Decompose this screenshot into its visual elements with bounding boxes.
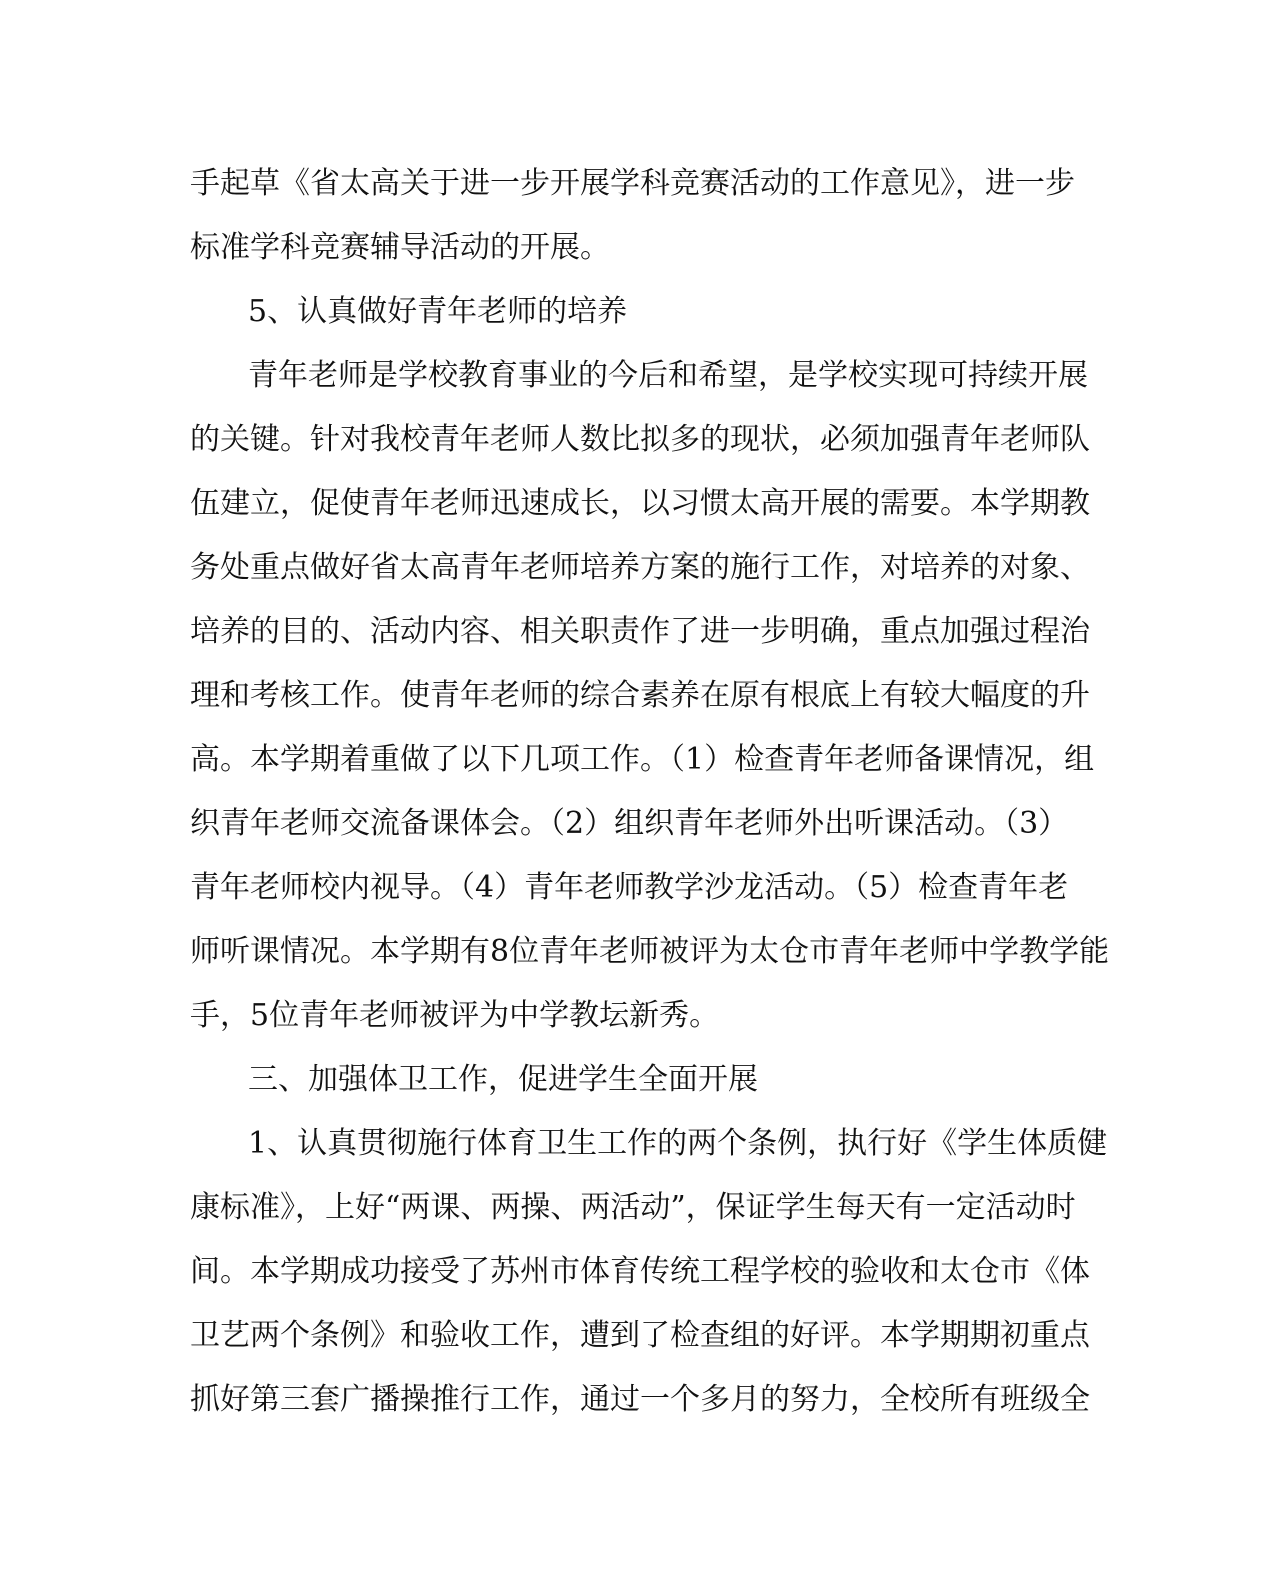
text-line: 三、加强体卫工作，促进学生全面开展 xyxy=(248,1062,758,1097)
text-line: 手，5位青年老师被评为中学教坛新秀。 xyxy=(190,998,720,1033)
text-line: 手起草《省太高关于进一步开展学科竞赛活动的工作意见》，进一步 xyxy=(190,166,1075,201)
text-line: 青年老师校内视导。（4）青年老师教学沙龙活动。（5）检查青年老 xyxy=(190,870,1069,905)
text-line: 伍建立，促使青年老师迅速成长，以习惯太高开展的需要。本学期教 xyxy=(190,486,1090,521)
text-line: 的关键。针对我校青年老师人数比拟多的现状，必须加强青年老师队 xyxy=(190,422,1090,457)
text-line: 理和考核工作。使青年老师的综合素养在原有根底上有较大幅度的升 xyxy=(190,678,1090,713)
text-line: 康标准》，上好“两课、两操、两活动”，保证学生每天有一定活动时 xyxy=(190,1190,1076,1225)
text-line: 标准学科竞赛辅导活动的开展。 xyxy=(190,230,610,265)
text-line: 织青年老师交流备课体会。（2）组织青年老师外出听课活动。（3） xyxy=(190,806,1069,841)
text-line: 卫艺两个条例》和验收工作，遭到了检查组的好评。本学期期初重点 xyxy=(190,1318,1090,1353)
body-text xyxy=(190,152,1110,1432)
text-line: 间。本学期成功接受了苏州市体育传统工程学校的验收和太仓市《体 xyxy=(190,1254,1090,1289)
text-line: 5、认真做好青年老师的培养 xyxy=(248,294,628,329)
text-line: 师听课情况。本学期有8位青年老师被评为太仓市青年老师中学教学能 xyxy=(190,934,1110,969)
text-line: 培养的目的、活动内容、相关职责作了进一步明确，重点加强过程治 xyxy=(190,614,1090,649)
text-line: 务处重点做好省太高青年老师培养方案的施行工作，对培养的对象、 xyxy=(190,550,1090,585)
text-line: 抓好第三套广播操推行工作，通过一个多月的努力，全校所有班级全 xyxy=(190,1382,1090,1417)
text-line: 1、认真贯彻施行体育卫生工作的两个条例，执行好《学生体质健 xyxy=(248,1126,1108,1161)
text-line: 青年老师是学校教育事业的今后和希望，是学校实现可持续开展 xyxy=(248,358,1088,393)
text-line: 高。本学期着重做了以下几项工作。（1）检查青年老师备课情况，组 xyxy=(190,742,1095,777)
